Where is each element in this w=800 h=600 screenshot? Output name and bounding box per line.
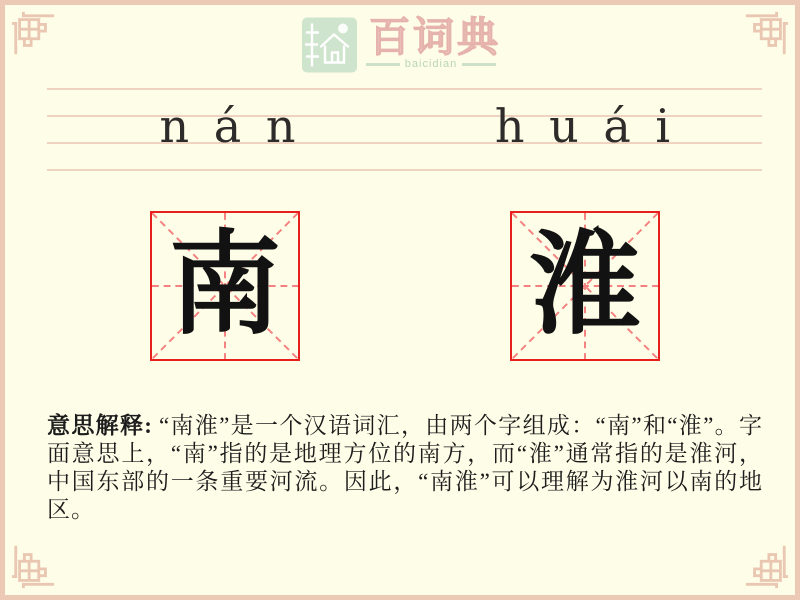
definition-label: 意思解释: — [47, 413, 153, 438]
pavilion-bamboo-logo-icon — [302, 17, 357, 73]
character-grid-huai — [510, 211, 660, 361]
character-nan: 南 — [169, 224, 281, 348]
pinyin-huai: h u á i — [494, 99, 676, 153]
pinyin-ruled-line — [47, 88, 762, 90]
pinyin-nan: n á n — [159, 99, 301, 153]
lattice-corner-icon — [10, 10, 56, 56]
logo-subtitle: baicidian — [404, 58, 458, 70]
logo-subtitle-row — [365, 58, 497, 70]
character-grid-nan — [150, 211, 300, 361]
pinyin-ruled-line — [47, 169, 762, 171]
logo-dash-left-icon — [366, 63, 400, 66]
logo-title: 百词典 — [369, 14, 501, 60]
definition-text: “南淮”是一个汉语词汇，由两个字组成：“南”和“淮”。字面意思上，“南”指的是地理方位的南方，而“淮”通常指的是淮河，中国东部的一条重要河流。因此，“南淮”可以理解为淮河以南的地区。 — [47, 413, 763, 522]
lattice-corner-icon — [744, 544, 790, 590]
character-huai: 淮 — [529, 224, 641, 348]
definition-paragraph — [47, 412, 763, 524]
logo-dash-right-icon — [462, 63, 496, 66]
lattice-corner-icon — [744, 10, 790, 56]
lattice-corner-icon — [10, 544, 56, 590]
